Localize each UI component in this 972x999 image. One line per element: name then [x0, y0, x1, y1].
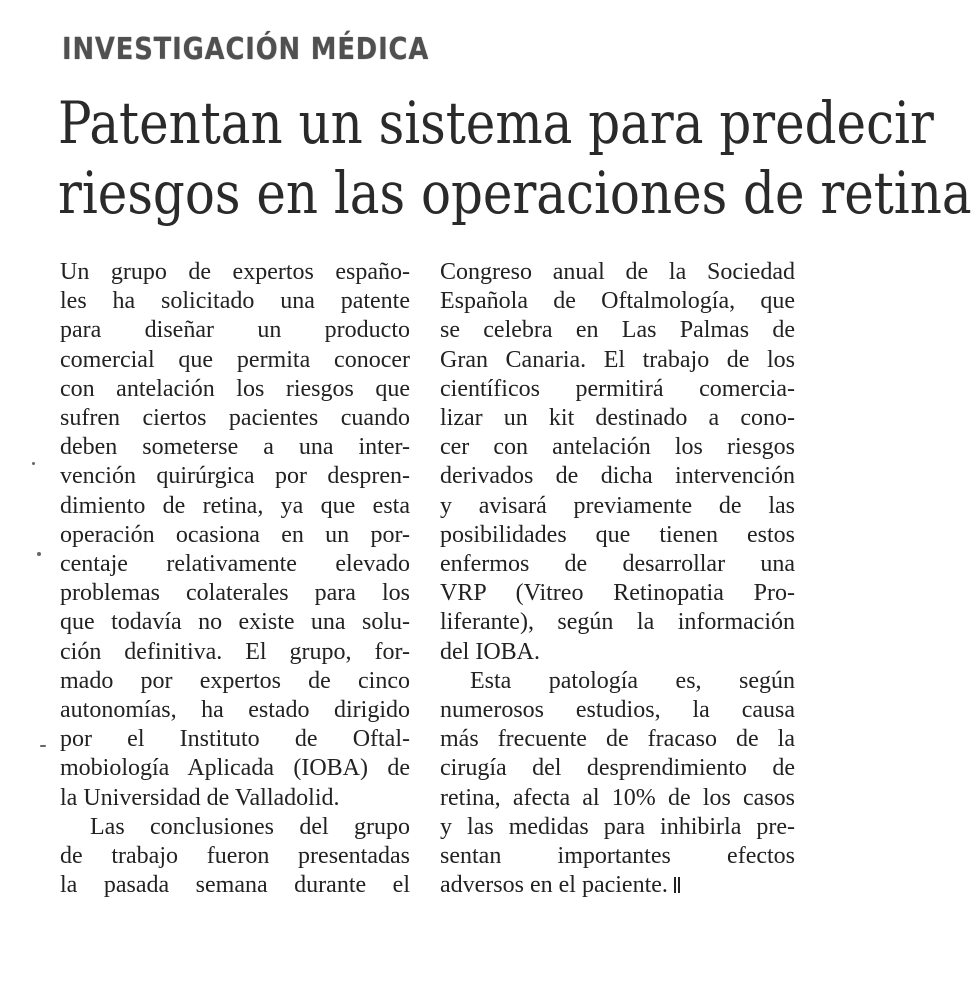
article-line: cirugía del desprendimiento de: [440, 755, 795, 782]
article-line: ción definitiva. El grupo, for-: [60, 638, 410, 665]
article-line: de trabajo fueron presentadas: [60, 843, 410, 870]
article-line: la pasada semana durante el: [60, 872, 410, 899]
article-line: VRP (Vitreo Retinopatia Pro-: [440, 580, 795, 607]
headline-line-2: riesgos en las operaciones de retina: [58, 159, 972, 227]
article-line: científicos permitirá comercia-: [440, 375, 795, 402]
headline-line-1: Patentan un sistema para predecir: [58, 89, 934, 157]
article-line: con antelación los riesgos que: [60, 375, 410, 402]
article-line: dimiento de retina, ya que esta: [60, 492, 410, 519]
article-line: centaje relativamente elevado: [60, 551, 410, 578]
article-line: que todavía no existe una solu-: [60, 609, 410, 636]
article-line: Española de Oftalmología, que: [440, 288, 795, 315]
article-line: Un grupo de expertos españo-: [60, 259, 410, 285]
article-line: problemas colaterales para los: [60, 580, 410, 607]
article-line: enfermos de desarrollar una: [440, 551, 795, 578]
article-line: más frecuente de fracaso de la: [440, 726, 795, 753]
article-column-right: [440, 258, 795, 900]
article-line: Esta patología es, según: [470, 667, 795, 694]
article-line: del IOBA.: [440, 638, 540, 665]
article-line: la Universidad de Valladolid.: [60, 784, 340, 811]
article-line: sentan importantes efectos: [440, 843, 795, 870]
section-label: INVESTIGACIÓN MÉDICA: [62, 32, 430, 67]
article-line: mobiología Aplicada (IOBA) de: [60, 755, 410, 782]
article-line: numerosos estudios, la causa: [440, 697, 795, 724]
article-line: posibilidades que tienen estos: [440, 521, 795, 548]
article-line: operación ocasiona en un por-: [60, 521, 410, 548]
article-line: y avisará previamente de las: [440, 492, 795, 519]
article-line: Gran Canaria. El trabajo de los: [440, 346, 795, 373]
scan-speck-icon: [32, 462, 35, 465]
article-line: retina, afecta al 10% de los casos: [440, 784, 795, 811]
article-line: cer con antelación los riesgos: [440, 434, 795, 461]
article-line: autonomías, ha estado dirigido: [60, 697, 410, 724]
article-line: derivados de dicha intervención: [440, 463, 795, 490]
article-line: deben someterse a una inter-: [60, 434, 410, 461]
article-column-left: [60, 258, 410, 900]
article-line: sufren ciertos pacientes cuando: [60, 405, 410, 432]
article-line: y las medidas para inhibirla pre-: [440, 813, 795, 840]
article-line: para diseñar un producto: [60, 317, 410, 344]
article-last-line: [440, 871, 795, 900]
article-line: por el Instituto de Oftal-: [60, 726, 410, 753]
article-line: mado por expertos de cinco: [60, 667, 410, 694]
headline: [58, 88, 972, 228]
article-line: se celebra en Las Palmas de: [440, 317, 795, 344]
article-line: lizar un kit destinado a cono-: [440, 405, 795, 432]
article-last-line-text: adversos en el paciente.: [440, 872, 668, 899]
article-line: vención quirúrgica por despren-: [60, 463, 410, 490]
scan-speck-icon: [40, 745, 46, 747]
end-of-article-mark-icon: [674, 877, 680, 893]
article-line: Las conclusiones del grupo: [90, 813, 410, 840]
article-line: Congreso anual de la Sociedad: [440, 259, 795, 285]
scan-speck-icon: [37, 552, 41, 556]
article-line: comercial que permita conocer: [60, 346, 410, 373]
article-line: les ha solicitado una patente: [60, 288, 410, 315]
article-line: liferante), según la información: [440, 609, 795, 636]
